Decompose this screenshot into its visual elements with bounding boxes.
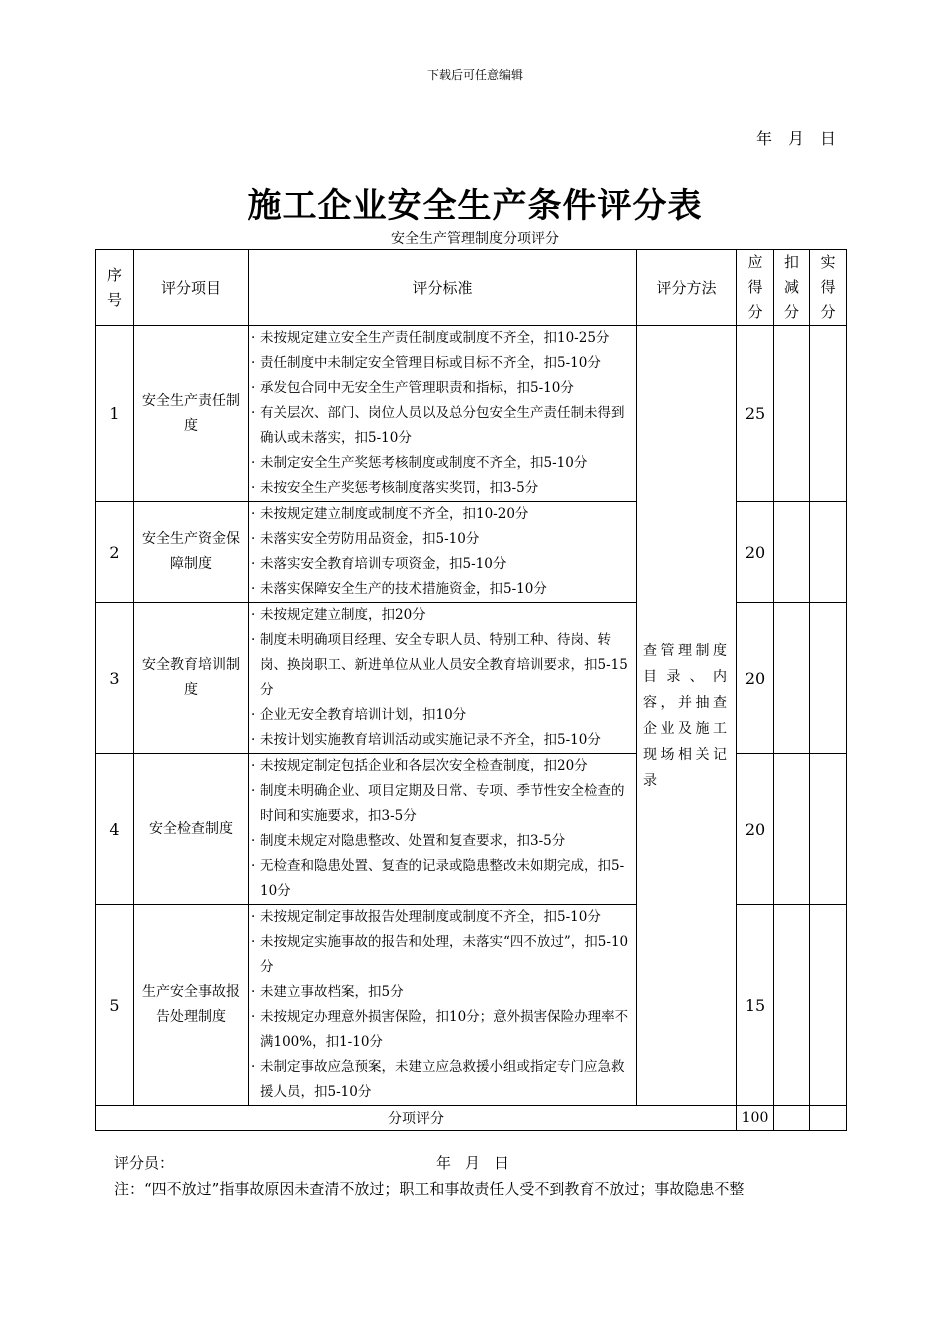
- row-criteria: [249, 603, 637, 754]
- grader-date-month: 月: [465, 1154, 483, 1172]
- criteria-line: · 责任制度中未制定安全管理目标或目标不齐全，扣5-10分: [251, 351, 634, 376]
- page-subtitle: 安全生产管理制度分项评分: [391, 231, 559, 247]
- criteria-line: · 未按计划实施教育培训活动或实施记录不齐全，扣5-10分: [251, 728, 634, 753]
- row-due-score: 25: [737, 326, 774, 502]
- header-due-score: 应 得 分: [737, 250, 774, 326]
- criteria-line: · 无检查和隐患处置、复查的记录或隐患整改未如期完成，扣5-10分: [251, 854, 634, 904]
- criteria-line: · 未落实安全教育培训专项资金，扣5-10分: [251, 552, 634, 577]
- criteria-line: · 未按规定制定事故报告处理制度或制度不齐全，扣5-10分: [251, 905, 634, 930]
- sum-actual-score[interactable]: [810, 1106, 847, 1131]
- criteria-line: · 未按规定建立制度，扣20分: [251, 603, 634, 628]
- criteria-line: · 承发包合同中无安全生产管理职责和指标，扣5-10分: [251, 376, 634, 401]
- row-due-score: 15: [737, 905, 774, 1106]
- sum-due-score: 100: [737, 1106, 774, 1131]
- header-item: 评分项目: [134, 250, 249, 326]
- header-method: 评分方法: [637, 250, 737, 326]
- row-item: 安全检查制度: [134, 754, 249, 905]
- criteria-line: · 未按规定实施事故的报告和处理，未落实“四不放过”，扣5-10分: [251, 930, 634, 980]
- row-due-score: 20: [737, 603, 774, 754]
- row-actual-score[interactable]: [810, 603, 847, 754]
- method-cell: 查管理制度目录、内容，并抽查企业及施工现场相关记录: [637, 326, 737, 1106]
- row-item: 生产安全事故报告处理制度: [134, 905, 249, 1106]
- row-actual-score[interactable]: [810, 502, 847, 603]
- row-deduct-score[interactable]: [774, 754, 810, 905]
- row-deduct-score[interactable]: [774, 326, 810, 502]
- row-seq: 2: [96, 502, 134, 603]
- criteria-line: · 未制定安全生产奖惩考核制度或制度不齐全，扣5-10分: [251, 451, 634, 476]
- header-criteria: 评分标准: [249, 250, 637, 326]
- row-item: 安全生产资金保障制度: [134, 502, 249, 603]
- criteria-line: · 未按安全生产奖惩考核制度落实奖罚，扣3-5分: [251, 476, 634, 501]
- grader-date-year: 年: [436, 1154, 454, 1172]
- row-actual-score[interactable]: [810, 326, 847, 502]
- criteria-line: · 未建立事故档案，扣5分: [251, 980, 634, 1005]
- criteria-line: · 未按规定建立安全生产责任制度或制度不齐全，扣10-25分: [251, 326, 634, 351]
- row-seq: 5: [96, 905, 134, 1106]
- row-deduct-score[interactable]: [774, 603, 810, 754]
- criteria-line: · 制度未规定对隐患整改、处置和复查要求，扣3-5分: [251, 829, 634, 854]
- row-criteria: [249, 905, 637, 1106]
- grader-date: [424, 1152, 511, 1173]
- row-criteria: [249, 502, 637, 603]
- criteria-line: · 未落实安全劳防用品资金，扣5-10分: [251, 527, 634, 552]
- criteria-line: · 未制定事故应急预案，未建立应急救援小组或指定专门应急救援人员，扣5-10分: [251, 1055, 634, 1105]
- criteria-line: · 未按规定建立制度或制度不齐全，扣10-20分: [251, 502, 634, 527]
- sum-deduct-score[interactable]: [774, 1106, 810, 1131]
- date-day: 日: [819, 129, 838, 148]
- row-actual-score[interactable]: [810, 905, 847, 1106]
- page-title: 施工企业安全生产条件评分表: [247, 186, 703, 226]
- header-seq: 序 号: [96, 250, 134, 326]
- grader-label: 评分员：: [114, 1154, 175, 1172]
- criteria-line: · 未按规定制定包括企业和各层次安全检查制度，扣20分: [251, 754, 634, 779]
- criteria-line: · 未落实保障安全生产的技术措施资金，扣5-10分: [251, 577, 634, 602]
- criteria-line: · 制度未明确项目经理、安全专职人员、特别工种、待岗、转岗、换岗职工、新进单位从业人员安全教育培训要求，扣5-15分: [251, 628, 634, 703]
- table-row: [96, 326, 847, 502]
- row-actual-score[interactable]: [810, 754, 847, 905]
- header-deduct-score: 扣 减 分: [774, 250, 810, 326]
- row-item: 安全生产责任制度: [134, 326, 249, 502]
- row-criteria: [249, 326, 637, 502]
- header-actual-score: 实 得 分: [810, 250, 847, 326]
- row-seq: 1: [96, 326, 134, 502]
- grader-date-day: 日: [494, 1154, 512, 1172]
- criteria-line: · 有关层次、部门、岗位人员以及总分包安全生产责任制未得到确认或未落实，扣5-10分: [251, 401, 634, 451]
- criteria-line: · 企业无安全教育培训计划，扣10分: [251, 703, 634, 728]
- row-seq: 4: [96, 754, 134, 905]
- row-deduct-score[interactable]: [774, 905, 810, 1106]
- sum-label: 分项评分: [96, 1106, 737, 1131]
- date-year: 年: [755, 129, 774, 148]
- criteria-line: · 制度未明确企业、项目定期及日常、专项、季节性安全检查的时间和实施要求，扣3-5分: [251, 779, 634, 829]
- row-due-score: 20: [737, 502, 774, 603]
- row-due-score: 20: [737, 754, 774, 905]
- row-item: 安全教育培训制度: [134, 603, 249, 754]
- footnote: 注：“四不放过”指事故原因未查清不放过；职工和事故责任人受不到教育不放过；事故隐患不整: [114, 1180, 745, 1198]
- row-seq: 3: [96, 603, 134, 754]
- date-line-top: [742, 126, 838, 149]
- row-criteria: [249, 754, 637, 905]
- criteria-line: · 未按规定办理意外损害保险，扣10分；意外损害保险办理率不满100%，扣1-10分: [251, 1005, 634, 1055]
- score-table: [95, 249, 847, 1131]
- date-month: 月: [787, 129, 806, 148]
- header-note: 下载后可任意编辑: [426, 68, 523, 82]
- sum-row: [96, 1106, 847, 1131]
- row-deduct-score[interactable]: [774, 502, 810, 603]
- header-row: [96, 250, 847, 326]
